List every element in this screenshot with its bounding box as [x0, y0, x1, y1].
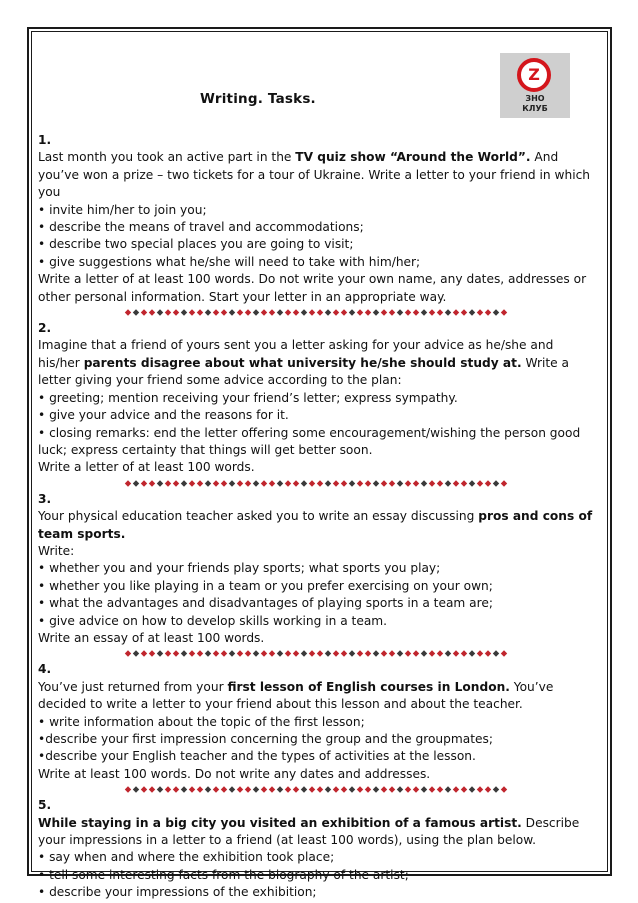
- ornament-diamond: [301, 309, 307, 315]
- ornament-diamond: [125, 309, 131, 315]
- ornament-diamond: [357, 787, 363, 793]
- ornament-diamond: [253, 309, 259, 315]
- ornament-diamond: [325, 480, 331, 486]
- ornament-diamond: [381, 309, 387, 315]
- ornament-diamond: [485, 787, 491, 793]
- zno-club-logo: [500, 53, 570, 118]
- task-2: [38, 320, 596, 477]
- ornament-diamond: [309, 651, 315, 657]
- ornament-diamond: [149, 309, 155, 315]
- ornament-diamond: [141, 480, 147, 486]
- ornament-diamond: [149, 651, 155, 657]
- ornament-diamond: [285, 309, 291, 315]
- ornament-diamond: [181, 651, 187, 657]
- ornament-diamond: [453, 787, 459, 793]
- intro-bold-text: While staying in a big city you visited an exhibition of a famous artist.: [38, 815, 522, 830]
- ornament-diamond: [437, 651, 443, 657]
- task-intro: [38, 149, 596, 201]
- ornament-diamond: [397, 480, 403, 486]
- bullet-item: • give your advice and the reasons for it.: [38, 408, 289, 423]
- ornament-diamond: [341, 787, 347, 793]
- ornament-diamond: [453, 480, 459, 486]
- ornament-diamond: [493, 651, 499, 657]
- ornament-diamond: [445, 787, 451, 793]
- ornament-diamond: [373, 787, 379, 793]
- ornament-diamond: [221, 787, 227, 793]
- ornament-diamond: [269, 651, 275, 657]
- ornament-diamond: [469, 480, 475, 486]
- bullet-item: • tell some interesting facts from the biography of the artist;: [38, 867, 409, 882]
- ornament-diamond: [213, 309, 219, 315]
- ornament-diamond: [245, 309, 251, 315]
- page-title: Writing. Tasks.: [200, 91, 316, 107]
- ornament-diamond: [445, 651, 451, 657]
- ornament-diamond: [213, 787, 219, 793]
- ornament-diamond: [133, 787, 139, 793]
- ornament-diamond: [437, 787, 443, 793]
- ornament-diamond: [477, 480, 483, 486]
- ornament-diamond: [237, 787, 243, 793]
- bullet-item: • describe two special places you are going to visit;: [38, 237, 354, 252]
- write-label: Write:: [38, 543, 75, 558]
- ornament-diamond: [445, 480, 451, 486]
- ornament-diamond: [365, 787, 371, 793]
- intro-text-cont: You’ve decided to write a letter to your friend about this lesson and about the teacher.: [38, 679, 554, 712]
- task-number: 1.: [38, 133, 52, 147]
- ornament-diamond: [285, 787, 291, 793]
- ornament-diamond: [301, 480, 307, 486]
- ornament-diamond: [237, 309, 243, 315]
- ornament-diamond: [165, 787, 171, 793]
- ornament-diamond: [181, 787, 187, 793]
- ornament-diamond: [429, 787, 435, 793]
- ornament-diamond: [125, 651, 131, 657]
- ornament-diamond: [293, 480, 299, 486]
- ornament-diamond: [389, 480, 395, 486]
- ornament-diamond: [461, 787, 467, 793]
- ornament-diamond: [205, 480, 211, 486]
- ornament-diamond: [325, 651, 331, 657]
- logo-line-1: ЗНО: [525, 94, 545, 103]
- ornament-diamond: [501, 787, 507, 793]
- ornament-diamond: [485, 309, 491, 315]
- ornament-diamond: [493, 787, 499, 793]
- task-number: 4.: [38, 662, 52, 677]
- ornament-diamond: [485, 651, 491, 657]
- ornament-diamond: [333, 787, 339, 793]
- ornament-diamond: [373, 651, 379, 657]
- ornament-diamond: [333, 480, 339, 486]
- ornament-diamond: [277, 309, 283, 315]
- ornament-diamond: [405, 787, 411, 793]
- task-intro: [38, 815, 596, 850]
- bullet-item: • greeting; mention receiving your friend’s letter; express sympathy.: [38, 390, 458, 405]
- ornament-diamond: [269, 480, 275, 486]
- ornament-diamond: [309, 787, 315, 793]
- ornament-diamond: [397, 651, 403, 657]
- ornament-diamond: [205, 787, 211, 793]
- ornament-diamond: [317, 787, 323, 793]
- ornament-diamond: [429, 309, 435, 315]
- ornament-divider: [124, 785, 510, 794]
- ornament-diamond: [261, 480, 267, 486]
- ornament-diamond: [261, 787, 267, 793]
- task-4: [38, 661, 596, 783]
- ornament-diamond: [317, 651, 323, 657]
- bullet-item: • describe the means of travel and accommodations;: [38, 220, 364, 235]
- ornament-diamond: [205, 309, 211, 315]
- bullet-item: • describe your impressions of the exhibition;: [38, 885, 317, 900]
- ornament-diamond: [309, 309, 315, 315]
- ornament-diamond: [333, 309, 339, 315]
- ornament-diamond: [165, 651, 171, 657]
- ornament-diamond: [205, 651, 211, 657]
- ornament-diamond: [269, 787, 275, 793]
- ornament-diamond: [229, 309, 235, 315]
- ornament-diamond: [173, 309, 179, 315]
- ornament-diamond: [229, 651, 235, 657]
- ornament-diamond: [421, 651, 427, 657]
- ornament-diamond: [133, 309, 139, 315]
- ornament-diamond: [157, 651, 163, 657]
- task-intro: [38, 337, 596, 389]
- bullet-item: • give suggestions what he/she will need to take with him/her;: [38, 254, 421, 269]
- ornament-diamond: [309, 480, 315, 486]
- ornament-diamond: [301, 651, 307, 657]
- ornament-diamond: [157, 309, 163, 315]
- task-intro: [38, 508, 596, 543]
- ornament-diamond: [229, 787, 235, 793]
- ornament-diamond: [477, 651, 483, 657]
- ornament-diamond: [133, 480, 139, 486]
- ornament-diamond: [277, 651, 283, 657]
- intro-text-cont: And you’ve won a prize – two tickets for a tour of Ukraine. Write a letter to your friend in which you: [38, 150, 591, 200]
- ornament-diamond: [397, 309, 403, 315]
- ornament-diamond: [381, 480, 387, 486]
- ornament-diamond: [405, 480, 411, 486]
- ornament-diamond: [317, 309, 323, 315]
- ornament-diamond: [325, 787, 331, 793]
- ornament-diamond: [141, 309, 147, 315]
- ornament-diamond: [453, 651, 459, 657]
- ornament-diamond: [293, 309, 299, 315]
- task-number: 3.: [38, 491, 52, 506]
- bullet-item: • give advice on how to develop skills working in a team.: [38, 613, 388, 628]
- ornament-diamond: [349, 787, 355, 793]
- ornament-diamond: [453, 309, 459, 315]
- ornament-diamond: [365, 480, 371, 486]
- ornament-diamond: [237, 480, 243, 486]
- ornament-diamond: [237, 651, 243, 657]
- bullet-item: •describe your first impression concerning the group and the groupmates;: [38, 732, 493, 746]
- ornament-diamond: [413, 480, 419, 486]
- ornament-diamond: [173, 480, 179, 486]
- task-closing: Write a letter of at least 100 words.: [38, 460, 255, 475]
- ornament-diamond: [493, 480, 499, 486]
- bullet-item: • write information about the topic of the first lesson;: [38, 714, 365, 729]
- ornament-diamond: [293, 787, 299, 793]
- ornament-diamond: [477, 787, 483, 793]
- ornament-diamond: [389, 651, 395, 657]
- bullet-item: • whether you and your friends play sports; what sports you play;: [38, 561, 441, 576]
- ornament-diamond: [365, 309, 371, 315]
- ornament-diamond: [141, 787, 147, 793]
- ornament-diamond: [501, 480, 507, 486]
- ornament-diamond: [301, 787, 307, 793]
- ornament-diamond: [365, 651, 371, 657]
- ornament-diamond: [373, 309, 379, 315]
- ornament-diamond: [261, 309, 267, 315]
- ornament-diamond: [349, 309, 355, 315]
- task-closing: Write a letter of at least 100 words. Do not write your own name, any dates, addresses or other personal information. Start your letter in an appropriate way.: [38, 272, 587, 304]
- ornament-diamond: [421, 309, 427, 315]
- ornament-diamond: [245, 651, 251, 657]
- ornament-diamond: [501, 651, 507, 657]
- ornament-diamond: [189, 651, 195, 657]
- tasks-content: [38, 132, 596, 902]
- ornament-divider: [124, 479, 510, 488]
- ornament-diamond: [341, 309, 347, 315]
- ornament-diamond: [349, 480, 355, 486]
- ornament-diamond: [493, 309, 499, 315]
- ornament-divider: [124, 308, 510, 317]
- ornament-diamond: [285, 651, 291, 657]
- ornament-diamond: [253, 480, 259, 486]
- task-3: [38, 491, 596, 648]
- ornament-diamond: [437, 309, 443, 315]
- ornament-diamond: [165, 309, 171, 315]
- ornament-diamond: [501, 309, 507, 315]
- ornament-diamond: [381, 787, 387, 793]
- ornament-diamond: [397, 787, 403, 793]
- ornament-diamond: [197, 787, 203, 793]
- ornament-diamond: [213, 651, 219, 657]
- ornament-diamond: [325, 309, 331, 315]
- ornament-diamond: [173, 651, 179, 657]
- ornament-diamond: [461, 480, 467, 486]
- intro-bold-text: parents disagree about what university he/she should study at.: [83, 355, 522, 370]
- ornament-diamond: [357, 309, 363, 315]
- intro-text: You’ve just returned from your: [38, 679, 228, 694]
- ornament-diamond: [197, 309, 203, 315]
- ornament-diamond: [125, 480, 131, 486]
- ornament-diamond: [285, 480, 291, 486]
- bullet-item: • what the advantages and disadvantages of playing sports in a team are;: [38, 596, 493, 611]
- ornament-diamond: [261, 651, 267, 657]
- ornament-diamond: [437, 480, 443, 486]
- intro-bold-text: pros and cons of team sports.: [38, 509, 593, 541]
- ornament-diamond: [389, 309, 395, 315]
- ornament-diamond: [349, 651, 355, 657]
- intro-text-cont: Describe your impressions in a letter to a friend (at least 100 words), using the plan below.: [38, 815, 580, 848]
- task-number: 2.: [38, 321, 52, 336]
- ornament-diamond: [221, 651, 227, 657]
- ornament-diamond: [445, 309, 451, 315]
- intro-text: Imagine that a friend of yours sent you a letter asking for your advice as he/she and his/her: [38, 338, 554, 370]
- ornament-diamond: [125, 787, 131, 793]
- ornament-diamond: [381, 651, 387, 657]
- ornament-diamond: [373, 480, 379, 486]
- ornament-diamond: [221, 480, 227, 486]
- ornament-diamond: [165, 480, 171, 486]
- task-5: [38, 797, 596, 901]
- task-closing: Write an essay of at least 100 words.: [38, 630, 265, 645]
- ornament-diamond: [469, 309, 475, 315]
- ornament-diamond: [133, 651, 139, 657]
- ornament-diamond: [277, 480, 283, 486]
- logo-line-2: КЛУБ: [522, 104, 548, 113]
- task-number: 5.: [38, 798, 52, 813]
- bullet-item: • say when and where the exhibition took place;: [38, 850, 335, 865]
- ornament-diamond: [253, 651, 259, 657]
- ornament-diamond: [221, 309, 227, 315]
- ornament-diamond: [253, 787, 259, 793]
- logo-circle-icon: [517, 58, 551, 92]
- task-intro: [38, 679, 596, 714]
- ornament-diamond: [357, 480, 363, 486]
- ornament-diamond: [173, 787, 179, 793]
- ornament-diamond: [421, 480, 427, 486]
- ornament-diamond: [429, 480, 435, 486]
- ornament-diamond: [293, 651, 299, 657]
- ornament-diamond: [357, 651, 363, 657]
- ornament-diamond: [277, 787, 283, 793]
- ornament-diamond: [213, 480, 219, 486]
- ornament-diamond: [141, 651, 147, 657]
- ornament-diamond: [389, 787, 395, 793]
- bullet-item: • closing remarks: end the letter offering some encouragement/wishing the person good luck; express certainty that things will get better soon.: [38, 425, 581, 457]
- bullet-item: •describe your English teacher and the types of activities at the lesson.: [38, 749, 476, 764]
- ornament-diamond: [157, 480, 163, 486]
- ornament-divider: [124, 649, 510, 658]
- intro-bold-text: TV quiz show “Around the World”.: [295, 150, 531, 165]
- ornament-diamond: [269, 309, 275, 315]
- ornament-diamond: [461, 309, 467, 315]
- ornament-diamond: [469, 787, 475, 793]
- task-1: [38, 132, 596, 306]
- ornament-diamond: [157, 787, 163, 793]
- ornament-diamond: [229, 480, 235, 486]
- ornament-diamond: [333, 651, 339, 657]
- ornament-diamond: [429, 651, 435, 657]
- intro-text: Your physical education teacher asked you to write an essay discussing: [38, 509, 479, 524]
- ornament-diamond: [421, 787, 427, 793]
- ornament-diamond: [405, 309, 411, 315]
- intro-text-cont: Write a letter giving your friend some advice according to the plan:: [38, 355, 570, 388]
- ornament-diamond: [149, 787, 155, 793]
- ornament-diamond: [413, 309, 419, 315]
- ornament-diamond: [181, 309, 187, 315]
- ornament-diamond: [317, 480, 323, 486]
- ornament-diamond: [477, 309, 483, 315]
- ornament-diamond: [485, 480, 491, 486]
- ornament-diamond: [413, 787, 419, 793]
- ornament-diamond: [197, 480, 203, 486]
- ornament-diamond: [341, 480, 347, 486]
- ornament-diamond: [245, 480, 251, 486]
- ornament-diamond: [189, 309, 195, 315]
- intro-bold-text: first lesson of English courses in London.: [227, 679, 510, 694]
- ornament-diamond: [461, 651, 467, 657]
- intro-text: Last month you took an active part in the: [38, 150, 296, 165]
- ornament-diamond: [181, 480, 187, 486]
- logo-letter: Z: [528, 65, 540, 84]
- bullet-item: • whether you like playing in a team or you prefer exercising on your own;: [38, 578, 493, 593]
- ornament-diamond: [469, 651, 475, 657]
- ornament-diamond: [245, 787, 251, 793]
- ornament-diamond: [197, 651, 203, 657]
- ornament-diamond: [405, 651, 411, 657]
- bullet-item: • invite him/her to join you;: [38, 202, 207, 217]
- task-closing: Write at least 100 words. Do not write any dates and addresses.: [38, 766, 431, 781]
- ornament-diamond: [341, 651, 347, 657]
- ornament-diamond: [149, 480, 155, 486]
- ornament-diamond: [189, 787, 195, 793]
- ornament-diamond: [413, 651, 419, 657]
- ornament-diamond: [189, 480, 195, 486]
